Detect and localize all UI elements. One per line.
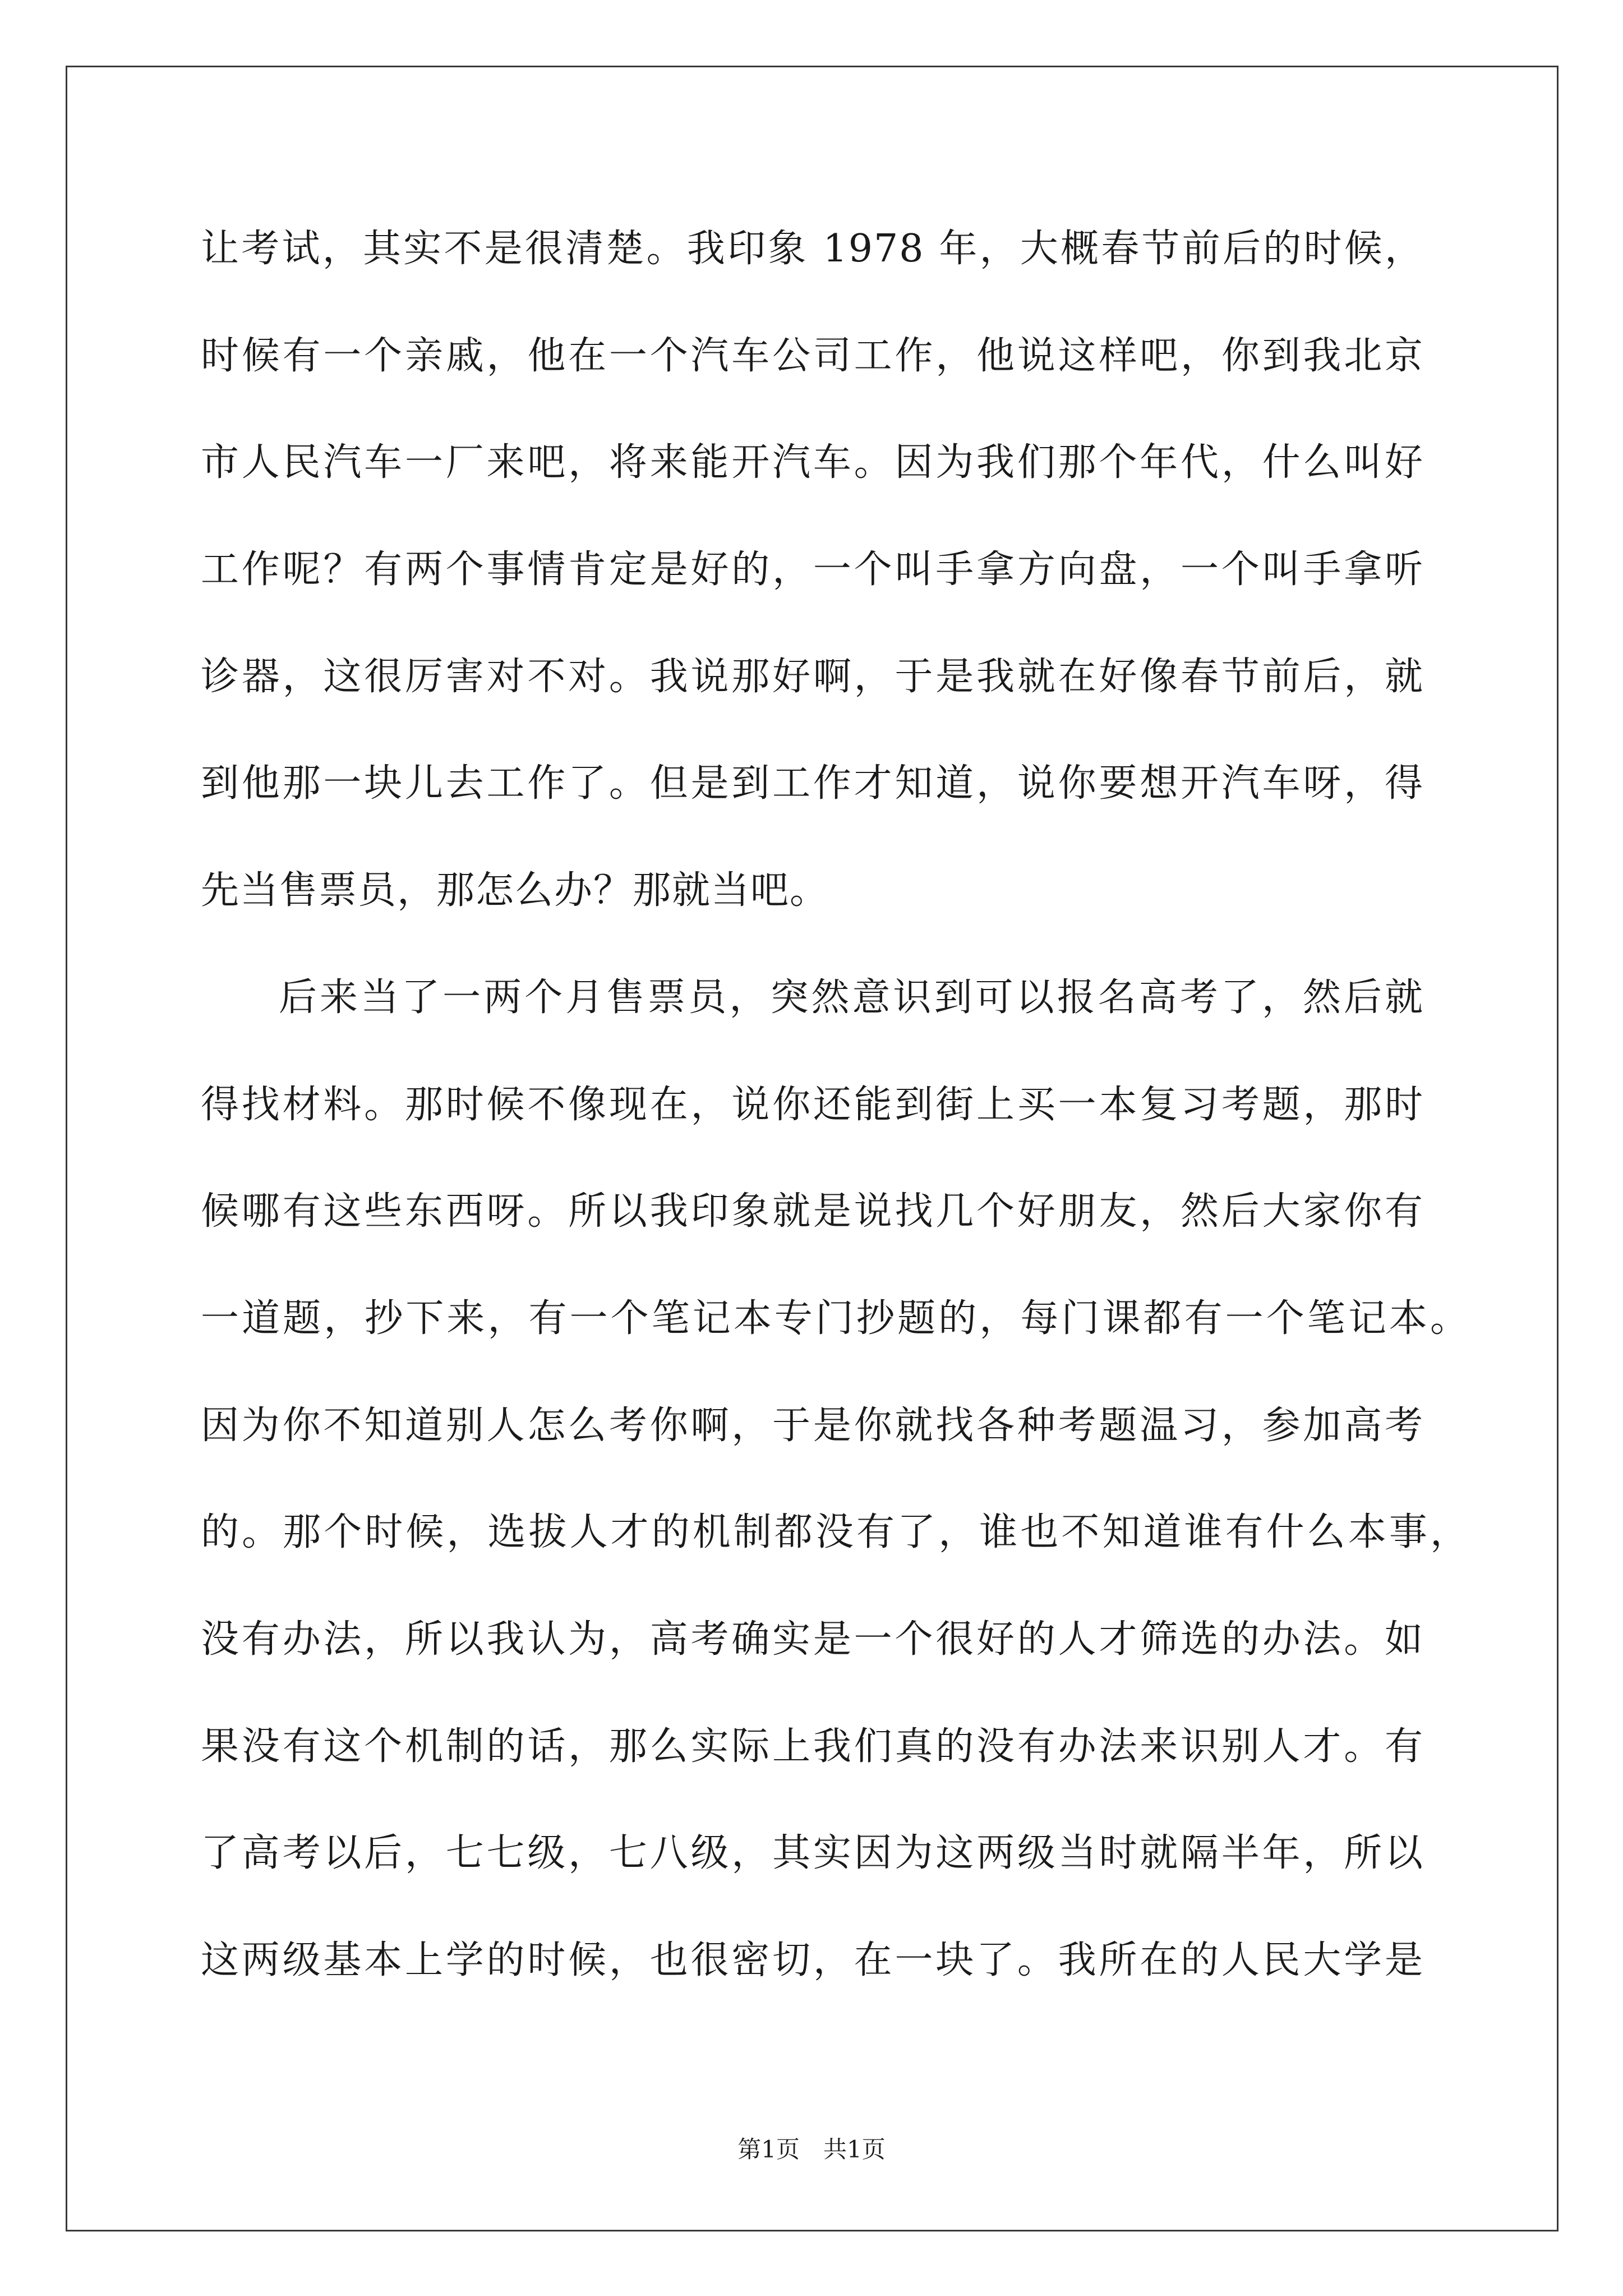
paragraph — [201, 945, 1491, 2014]
text-line: 这两级基本上学的时候，也很密切，在一块了。我所在的人民大学是 — [201, 1938, 1424, 1982]
text-line: 一道题，抄下来，有一个笔记本专门抄题的，每门课都有一个笔记本。 — [201, 1296, 1469, 1341]
text-line: 到他那一块儿去工作了。但是到工作才知道，说你要想开汽车呀，得 — [201, 761, 1424, 806]
text-line: 因为你不知道别人怎么考你啊，于是你就找各种考题温习，参加高考 — [201, 1403, 1424, 1448]
text-line: 后来当了一两个月售票员，突然意识到可以报名高考了，然后就 — [279, 975, 1424, 1020]
text-line: 得找材料。那时候不像现在，说你还能到街上买一本复习考题，那时 — [201, 1082, 1424, 1127]
paragraph — [201, 196, 1491, 945]
text-line: 诊器，这很厉害对不对。我说那好啊，于是我就在好像春节前后，就 — [201, 654, 1424, 699]
text-line: 时候有一个亲戚，他在一个汽车公司工作，他说这样吧，你到我北京 — [201, 333, 1424, 378]
text-line: 果没有这个机制的话，那么实际上我们真的没有办法来识别人才。有 — [201, 1724, 1424, 1769]
body-text — [201, 196, 1491, 2014]
text-line: 没有办法，所以我认为，高考确实是一个很好的人才筛选的办法。如 — [201, 1617, 1424, 1662]
text-line: 工作呢？有两个事情肯定是好的，一个叫手拿方向盘，一个叫手拿听 — [201, 547, 1424, 592]
page-number-footer: 第1页 共1页 — [737, 2136, 886, 2163]
text-line: 了高考以后，七七级，七八级，其实因为这两级当时就隔半年，所以 — [201, 1831, 1424, 1876]
text-line: 市人民汽车一厂来吧，将来能开汽车。因为我们那个年代，什么叫好 — [201, 440, 1424, 485]
text-line: 先当售票员，那怎么办？那就当吧。 — [201, 868, 829, 913]
text-line: 候哪有这些东西呀。所以我印象就是说找几个好朋友，然后大家你有 — [201, 1189, 1424, 1234]
text-line: 的。那个时候，选拔人才的机制都没有了，谁也不知道谁有什么本事， — [201, 1510, 1469, 1555]
text-line: 让考试，其实不是很清楚。我印象 1978 年，大概春节前后的时候， — [201, 227, 1424, 271]
